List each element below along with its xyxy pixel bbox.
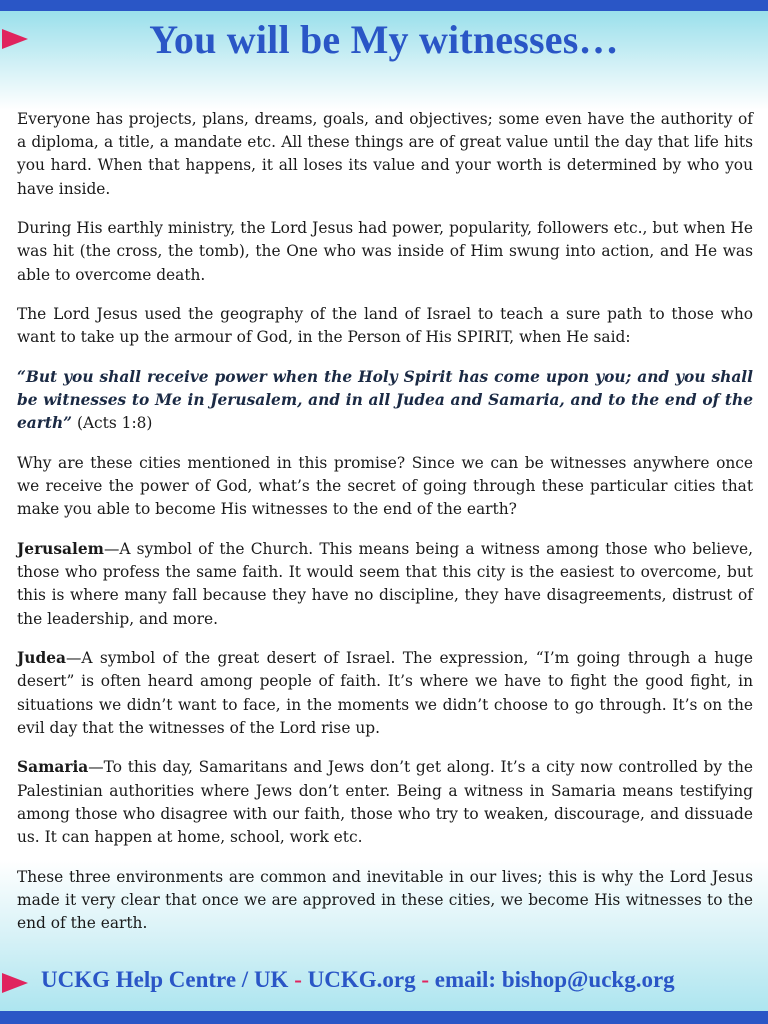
top-border-bar [0,0,768,11]
judea-description: —A symbol of the great desert of Israel. The expression, “I’m going through a huge desert” is often heard among people of faith. It’s where we have to fight the good fight, in situations we didn’t want to face, in the moments we didn’t choose to go through. It’s on the evil day that the witnesses of the Lord rise up. [17,649,753,737]
paragraph-conclusion: These three environments are common and inevitable in our lives; this is why the Lord Jesus made it very clear that once we are approved in these cities, we become His witnesses to the end of the earth. [17,867,753,933]
term-samaria: Samaria [17,758,89,777]
scripture-quote-block [17,366,753,436]
term-jerusalem: Jerusalem [17,540,104,558]
paragraph-intro: Everyone has projects, plans, dreams, goals, and objectives; some even have the authority of a diploma, a title, a mandate etc. All these things are of great value until the day that life hits you hard. When that happens, it all loses its value and your worth is determined by who you have inside. [17,110,753,198]
footer-separator: - [288,967,308,992]
samaria-description: —To this day, Samaritans and Jews don’t get along. It’s a city now controlled by the Palestinian authorities where Jews don’t enter. Being a witness in Samaria means testifying among those who disagree with our faith, those who try to weaken, discourage, and dissuade us. It can happen at home, school, work etc. [17,758,753,847]
footer-contact [41,967,761,993]
footer-email-link[interactable]: email: bishop@uckg.org [434,967,675,992]
term-judea: Judea [17,649,66,668]
paragraph-judea [17,647,753,740]
footer-org-name: UCKG Help Centre / UK [41,967,289,992]
page-title: You will be My witnesses… [149,17,619,62]
paragraph-samaria [17,756,753,849]
bottom-border-bar [0,1011,768,1024]
jerusalem-description: —A symbol of the Church. This means being a witness among those who believe, those who profess the same faith. It would seem that this city is the easiest to overcome, but this is where many fall because they have no discipline, they have disagreements, distrust of the leadership, and more. [17,540,753,628]
scripture-reference: (Acts 1:8) [76,414,153,433]
paragraph-question: Why are these cities mentioned in this promise? Since we can be witnesses anywhere once we receive the power of God, what’s the secret of going through these particular cities that make you able to become His witnesses to the end of the earth? [17,454,753,519]
paragraph-jerusalem [17,538,753,631]
arrow-right-icon [2,973,28,993]
scripture-quote: “But you shall receive power when the Holy Spirit has come upon you; and you shall be witnesses to Me in Jerusalem, and in all Judea and Samaria, and to the end of the earth” [17,368,753,433]
article-body [17,108,753,952]
paragraph-ministry: During His earthly ministry, the Lord Jesus had power, popularity, followers etc., but when He was hit (the cross, the tomb), the One who was inside of Him swung into action, and He was able to overcome death. [17,219,753,284]
paragraph-geography: The Lord Jesus used the geography of the land of Israel to teach a sure path to those who want to take up the armour of God, in the Person of His SPIRIT, when He said: [17,305,753,347]
footer-website-link[interactable]: UCKG.org [307,967,416,992]
footer-separator: - [415,967,435,992]
